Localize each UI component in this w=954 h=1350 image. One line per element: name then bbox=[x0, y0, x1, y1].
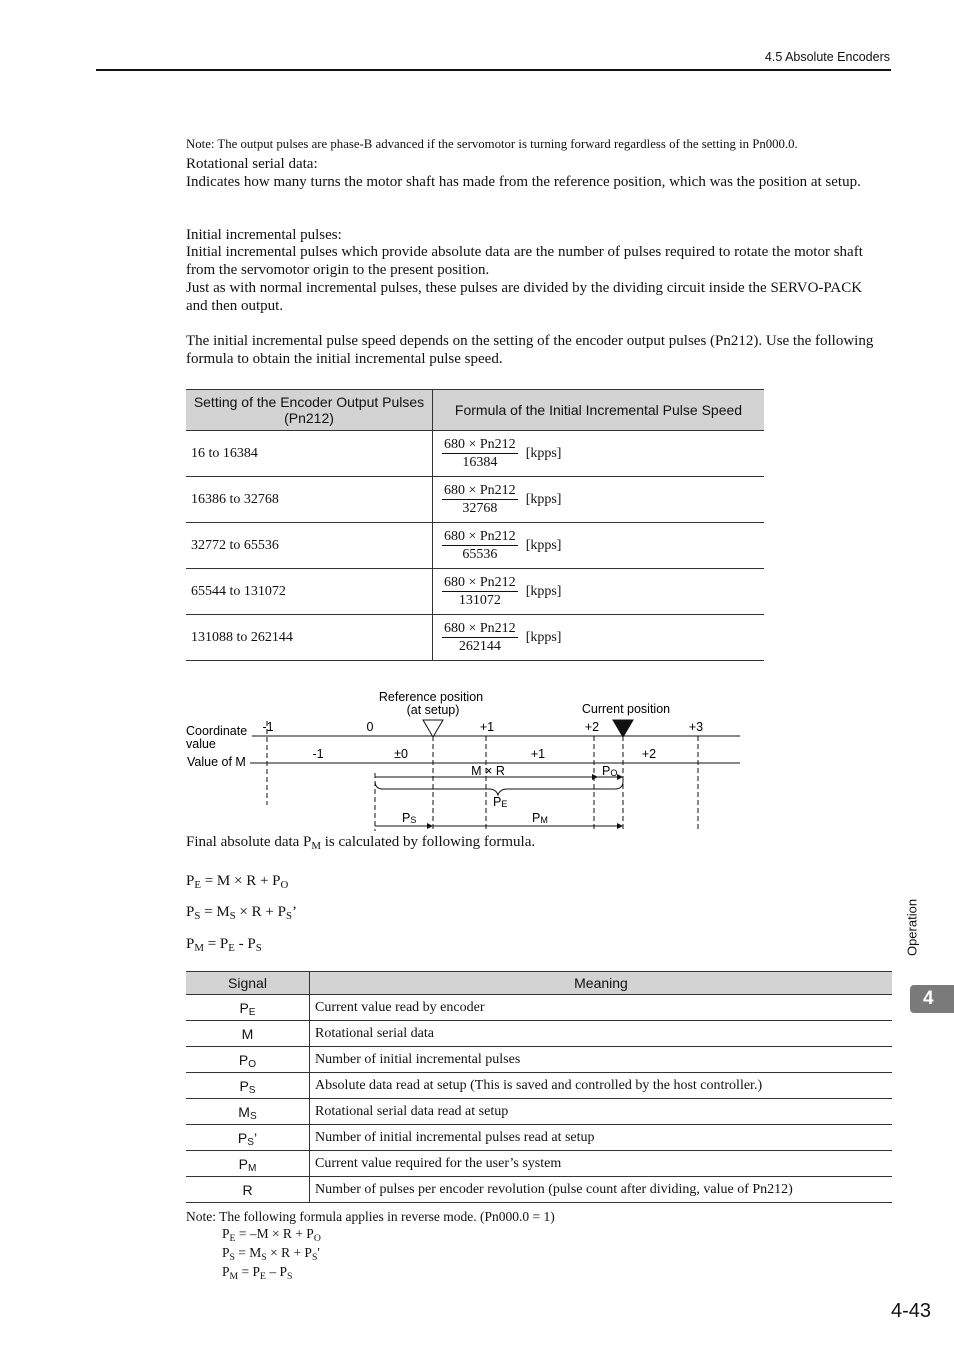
unit-label: [kpps] bbox=[525, 537, 562, 553]
unit-label: [kpps] bbox=[525, 445, 562, 461]
arrowhead bbox=[617, 823, 623, 829]
m-tick: ±0 bbox=[394, 747, 408, 761]
fraction bbox=[442, 575, 518, 609]
fraction bbox=[442, 437, 518, 471]
formula-pe: $P_E = M \times R + P_O$ bbox=[186, 873, 289, 892]
final-absolute-text bbox=[186, 834, 535, 851]
formula-cell bbox=[433, 615, 765, 661]
m-tick: -1 bbox=[312, 747, 324, 761]
table1-header-formula: Formula of the Initial Incremental Pulse Speed bbox=[433, 390, 765, 431]
unit-label: [kpps] bbox=[525, 491, 562, 507]
table2-row bbox=[186, 1073, 892, 1099]
fraction-numerator: 680 × Pn212 bbox=[444, 620, 516, 636]
formula-cell bbox=[433, 569, 765, 615]
fraction-denominator: 65536 bbox=[462, 546, 498, 562]
initial-body-2: Just as with normal incremental pulses, these pulses are divided by the dividing circuit inside the SERVO-PACK and then output. bbox=[186, 280, 863, 314]
chapter-tab[interactable]: 4 bbox=[910, 985, 954, 1013]
meaning-cell: Absolute data read at setup (This is saved and controlled by the host controller.) bbox=[310, 1073, 893, 1099]
ps-label: PS bbox=[402, 811, 417, 825]
meaning-cell: Rotational serial data bbox=[310, 1021, 893, 1047]
note-top: Note: The output pulses are phase-B advanced if the servomotor is turning forward regardless of the setting in Pn000.0. bbox=[186, 137, 798, 151]
fraction-numerator: 680 × Pn212 bbox=[444, 482, 516, 498]
speed-paragraph: The initial incremental pulse speed depends on the setting of the encoder output pulses (Pn212). Use the following formula to obtain the initial incremental pulse speed. bbox=[186, 333, 874, 367]
range-cell: 32772 to 65536 bbox=[186, 523, 433, 569]
table1-header-setting: Setting of the Encoder Output Pulses (Pn212) bbox=[186, 390, 433, 431]
range-cell: 16 to 16384 bbox=[186, 431, 433, 477]
fraction-denominator: 131072 bbox=[458, 592, 501, 608]
current-position-marker bbox=[613, 720, 633, 737]
fraction-numerator: 680 × Pn212 bbox=[444, 574, 516, 590]
formula-pm: $P_M = P_E - P_S$ bbox=[186, 936, 262, 955]
table2-row bbox=[186, 1047, 892, 1073]
final-text-a: Final absolute data P bbox=[186, 834, 312, 850]
signal-cell: $P_S$’ bbox=[186, 1125, 310, 1151]
coord-tick: -1 bbox=[262, 720, 274, 734]
signal-cell: $P_M$ bbox=[186, 1151, 310, 1177]
meaning-cell: Number of initial incremental pulses bbox=[310, 1047, 893, 1073]
signal-meaning-table bbox=[186, 971, 892, 1203]
final-text-sub: M bbox=[311, 840, 322, 853]
m-tick: +1 bbox=[530, 747, 546, 761]
formula-cell bbox=[433, 431, 765, 477]
mxr-label: M × R bbox=[471, 764, 505, 778]
signal-cell: $P_E$ bbox=[186, 995, 310, 1021]
arrowhead bbox=[617, 774, 623, 780]
table2-row bbox=[186, 1151, 892, 1177]
meaning-cell: Number of pulses per encoder revolution (pulse count after dividing, value of Pn212) bbox=[310, 1177, 893, 1203]
formula-cell bbox=[433, 477, 765, 523]
fraction bbox=[442, 621, 518, 655]
coord-tick: +2 bbox=[584, 720, 600, 734]
initial-body-1: Initial incremental pulses which provide absolute data are the number of pulses required to rotate the motor shaft from the servomotor origin to the present position. bbox=[186, 244, 863, 278]
formula-cell bbox=[433, 523, 765, 569]
coordinate-sublabel: value bbox=[186, 737, 216, 751]
header-rule bbox=[96, 69, 891, 71]
reference-position-label: Reference position bbox=[378, 690, 484, 704]
fraction bbox=[442, 483, 518, 517]
signal-cell: $P_O$ bbox=[186, 1047, 310, 1073]
note-formula-pe: $P_E = -M \times R + P_O$ bbox=[222, 1226, 321, 1244]
reference-position-marker bbox=[423, 720, 443, 737]
signal-cell: $P_S$ bbox=[186, 1073, 310, 1099]
fraction-denominator: 262144 bbox=[458, 638, 501, 654]
meaning-cell: Number of initial incremental pulses read at setup bbox=[310, 1125, 893, 1151]
table1-row bbox=[186, 477, 764, 523]
initial-heading: Initial incremental pulses: bbox=[186, 227, 342, 243]
page-number: 4-43 bbox=[890, 1300, 931, 1322]
fraction-numerator: 680 × Pn212 bbox=[444, 436, 516, 452]
reference-position-sublabel: (at setup) bbox=[406, 703, 460, 717]
pe-brace bbox=[375, 781, 623, 795]
current-position-label: Current position bbox=[581, 702, 671, 716]
unit-label: [kpps] bbox=[525, 583, 562, 599]
signal-cell: M bbox=[186, 1021, 310, 1047]
table2-row bbox=[186, 1125, 892, 1151]
table1-row bbox=[186, 615, 764, 661]
rotational-heading: Rotational serial data: bbox=[186, 156, 318, 172]
pe-label: PE bbox=[493, 795, 508, 809]
pm-label: PM bbox=[532, 811, 548, 825]
section-header: 4.5 Absolute Encoders bbox=[764, 50, 890, 64]
coord-tick: +3 bbox=[688, 720, 704, 734]
unit-label: [kpps] bbox=[525, 629, 562, 645]
note-bottom: Note: The following formula applies in reverse mode. (Pn000.0 = 1) bbox=[186, 1209, 555, 1224]
chapter-side-label: Operation bbox=[904, 898, 920, 957]
range-cell: 65544 to 131072 bbox=[186, 569, 433, 615]
table2-header-signal: Signal bbox=[186, 972, 310, 995]
meaning-cell: Current value required for the user’s system bbox=[310, 1151, 893, 1177]
table2-header-meaning: Meaning bbox=[310, 972, 893, 995]
coord-tick: +1 bbox=[479, 720, 495, 734]
pulse-speed-table bbox=[186, 389, 764, 661]
table2-row bbox=[186, 1021, 892, 1047]
range-cell: 131088 to 262144 bbox=[186, 615, 433, 661]
signal-cell: $M_S$ bbox=[186, 1099, 310, 1125]
po-label: PO bbox=[602, 764, 618, 778]
fraction-denominator: 32768 bbox=[462, 500, 498, 516]
meaning-cell: Current value read by encoder bbox=[310, 995, 893, 1021]
range-cell: 16386 to 32768 bbox=[186, 477, 433, 523]
position-diagram bbox=[180, 685, 760, 835]
table2-row bbox=[186, 995, 892, 1021]
coord-tick: 0 bbox=[366, 720, 374, 734]
fraction-numerator: 680 × Pn212 bbox=[444, 528, 516, 544]
table1-row bbox=[186, 431, 764, 477]
meaning-cell: Rotational serial data read at setup bbox=[310, 1099, 893, 1125]
fraction bbox=[442, 529, 518, 563]
signal-cell: R bbox=[186, 1177, 310, 1203]
note-formula-pm: $P_M = P_E - P_S$ bbox=[222, 1264, 293, 1282]
m-tick: +2 bbox=[641, 747, 657, 761]
table1-row bbox=[186, 569, 764, 615]
arrowhead bbox=[427, 823, 433, 829]
table2-row bbox=[186, 1099, 892, 1125]
rotational-body: Indicates how many turns the motor shaft has made from the reference position, which was the position at setup. bbox=[186, 174, 861, 190]
fraction-denominator: 16384 bbox=[462, 454, 498, 470]
table2-row bbox=[186, 1177, 892, 1203]
table1-row bbox=[186, 523, 764, 569]
value-of-m-label: Value of M bbox=[187, 755, 246, 769]
coordinate-label: Coordinate bbox=[186, 724, 248, 738]
formula-ps: $P_S = M_S \times R + P_S$’ bbox=[186, 904, 297, 923]
final-text-b: is calculated by following formula. bbox=[321, 834, 536, 850]
note-formula-ps: $P_S = M_S \times R + P_S'$ bbox=[222, 1245, 320, 1263]
